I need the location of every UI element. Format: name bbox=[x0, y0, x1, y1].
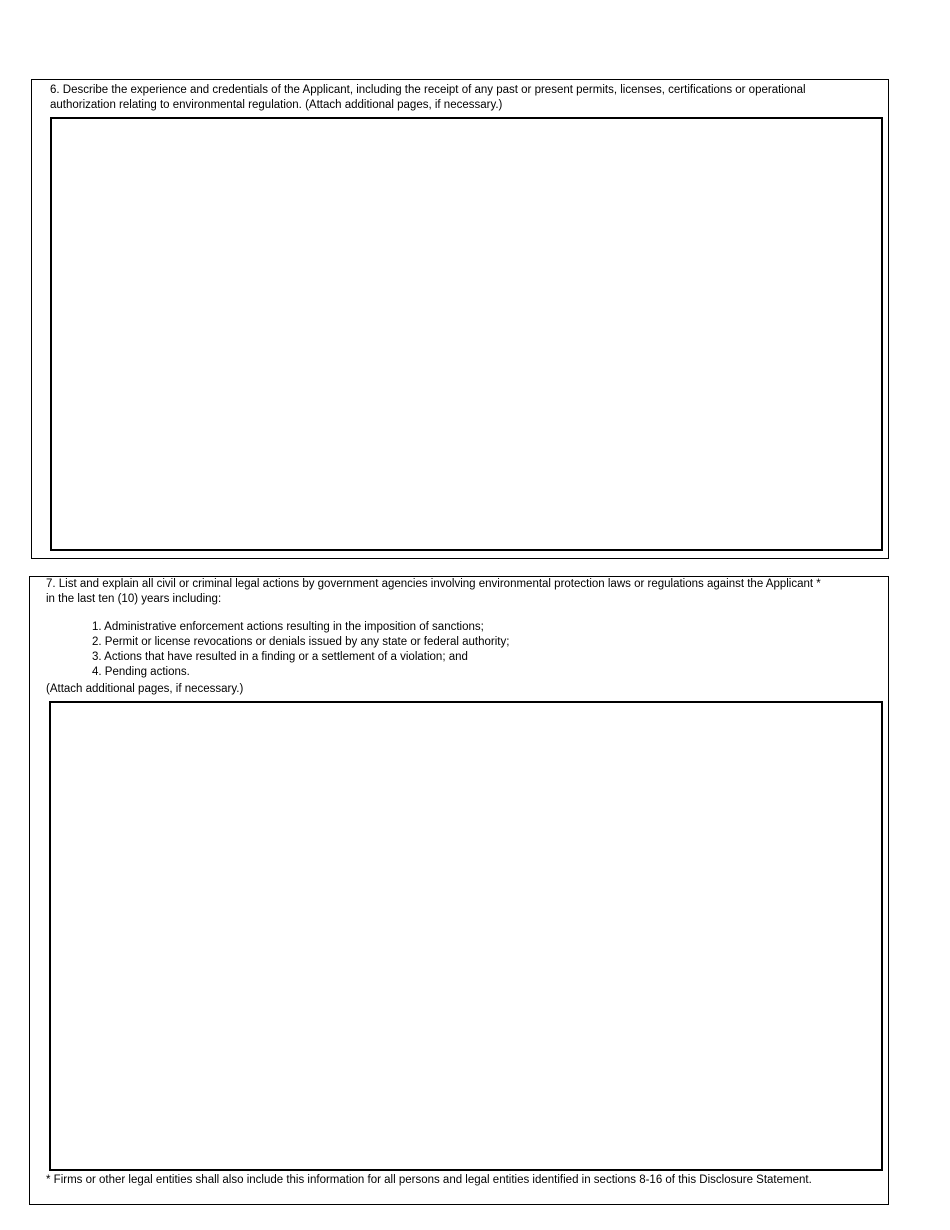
section-6-prompt-line-1: 6. Describe the experience and credentials of the Applicant, including the receipt of any past or present permits, licenses, certifications or operational bbox=[50, 84, 806, 96]
section-7-list-item: 1. Administrative enforcement actions resulting in the imposition of sanctions; bbox=[92, 621, 484, 633]
section-7-answer-field[interactable] bbox=[49, 701, 883, 1171]
section-7-prompt-line-2: in the last ten (10) years including: bbox=[46, 593, 222, 605]
section-7-prompt-line-1: 7. List and explain all civil or criminal legal actions by government agencies involving environmental protection laws or regulations against the Applicant * bbox=[46, 578, 821, 590]
section-7-legal-actions bbox=[29, 576, 889, 1205]
section-6-experience-credentials bbox=[31, 79, 889, 559]
section-7-footnote: * Firms or other legal entities shall also include this information for all persons and legal entities identified in sections 8-16 of this Disclosure Statement. bbox=[46, 1174, 812, 1186]
section-7-action-list bbox=[92, 620, 509, 680]
section-6-prompt bbox=[50, 83, 806, 113]
section-6-answer-field[interactable] bbox=[50, 117, 883, 551]
section-6-prompt-line-2: authorization relating to environmental regulation. (Attach additional pages, if necessary.) bbox=[50, 99, 503, 111]
section-7-list-item: 3. Actions that have resulted in a finding or a settlement of a violation; and bbox=[92, 651, 468, 663]
section-7-list-item: 2. Permit or license revocations or denials issued by any state or federal authority; bbox=[92, 636, 510, 648]
section-7-list-item: 4. Pending actions. bbox=[92, 666, 190, 678]
section-7-attach-note: (Attach additional pages, if necessary.) bbox=[46, 683, 244, 695]
section-7-prompt bbox=[46, 577, 821, 607]
